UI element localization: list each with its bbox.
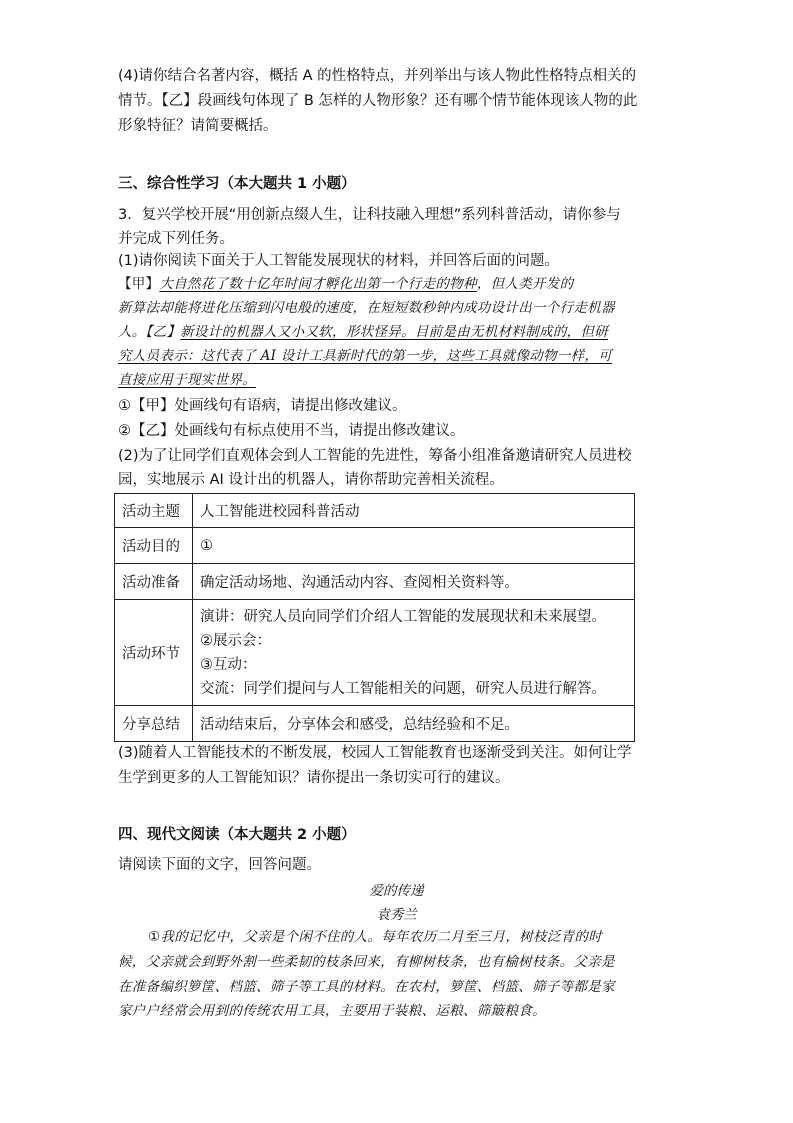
row-value: 确定活动场地、沟通活动内容、查阅相关资料等。 [193,564,635,600]
section-4-heading: 四、现代文阅读（本大题共 2 小题） [118,827,356,843]
task-1: ①【甲】处画线句有语病，请提出修改建议。 [118,398,407,414]
material-line-3 [118,320,678,344]
q3-sub3-line-2: 生学到更多的人工智能知识？请你提出一条切实可行的建议。 [118,770,510,786]
row-key: 活动目的 [115,528,193,564]
marker-jia: 【甲】 [118,276,160,292]
material-text: ，但人类开发的 [476,276,574,292]
table-row [115,528,635,564]
section-3-heading: 三、综合性学习（本大题共 1 小题） [118,176,356,192]
row-key: 活动准备 [115,564,193,600]
task-2: ②【乙】处画线句有标点使用不当，请提出修改建议。 [118,423,465,439]
article-author: 袁秀兰 [376,907,417,923]
q3-sub3-line-1: (3)随着人工智能技术的不断发展，校园人工智能教育也逐渐受到关注。如何让学 [118,745,632,761]
table-row [115,600,635,706]
step-exhibition: ②展示会： [200,632,271,649]
underlined-jia: 大自然花了数十亿年时间才孵化出第一个行走的物种 [159,276,477,292]
table-row [115,706,635,742]
material-line-2: 新算法却能将进化压缩到闪电般的速度，在短短数秒钟内成功设计出一个行走机器 [118,300,615,316]
q3-intro-line-1: 3．复兴学校开展“用创新点缀人生，让科技融入理想”系列科普活动，请你参与 [118,207,621,223]
material-line-5: 直接应用于现实世界。 [118,372,256,388]
q3-sub1: (1)请你阅读下面关于人工智能发展现状的材料，并回答后面的问题。 [118,253,560,269]
paragraph-1-line-2: 候，父亲就会到野外割一些柔韧的枝条回来，有柳树枝条，也有榆树枝条。父亲是 [118,954,615,970]
q4-line-3: 形象特征？请简要概括。 [118,118,278,134]
paragraph-1-line-1 [118,925,678,949]
q3-sub2-line-2: 园，实地展示 AI 设计出的机器人，请你帮助完善相关流程。 [118,472,504,488]
row-key: 活动环节 [115,600,193,706]
paragraph-number: ① [148,929,161,945]
section-4-intro: 请阅读下面的文字，回答问题。 [118,857,321,873]
q3-sub2-line-1: (2)为了让同学们直观体会到人工智能的先进性，筹备小组准备邀请研究人员进校 [118,448,632,464]
row-key: 分享总结 [115,706,193,742]
row-value: 活动结束后，分享体会和感受，总结经验和不足。 [193,706,635,742]
marker-yi: 人。【乙】 [118,324,181,340]
table-row [115,564,635,600]
paragraph-1-line-4: 家户户经常会用到的传统农用工具，主要用于装粮、运粮、筛簸粮食。 [118,1003,546,1019]
q3-intro-line-2: 并完成下列任务。 [118,231,234,247]
q4-line-1: (4)请你结合名著内容，概括 A 的性格特点，并列举出与该人物此性格特点相关的 [118,68,637,84]
step-interaction: ③互动： [200,656,257,673]
underlined-yi: 新设计的机器人又小又软，形状怪异。目前是由无机材料制成的，但研 [180,324,609,340]
activity-flow-table [114,493,635,742]
row-value [193,600,635,706]
row-value: 人工智能进校园科普活动 [193,494,635,528]
step-speech: 演讲：研究人员向同学们介绍人工智能的发展现状和未来展望。 [200,608,606,625]
article-title: 爱的传递 [369,883,424,899]
table-row [115,494,635,528]
row-value-blank: ① [193,528,635,564]
material-line-1 [118,272,678,296]
paragraph-text: 我的记忆中，父亲是个闲不住的人。每年农历二月至三月，树枝泛青的时 [160,929,603,945]
q4-line-2: 情节。【乙】段画线句体现了 B 怎样的人物形象？还有哪个情节能体现该人物的此 [118,93,638,109]
step-exchange: 交流：同学们提问与人工智能相关的问题，研究人员进行解答。 [200,680,606,697]
row-key: 活动主题 [115,494,193,528]
material-line-4: 究人员表示：这代表了 AI 设计工具新时代的第一步，这些工具就像动物一样，可 [118,348,613,364]
paragraph-1-line-3: 在准备编织箩筐、档篮、筛子等工具的材料。在农村，箩筐、档篮、筛子等都是家 [118,979,615,995]
